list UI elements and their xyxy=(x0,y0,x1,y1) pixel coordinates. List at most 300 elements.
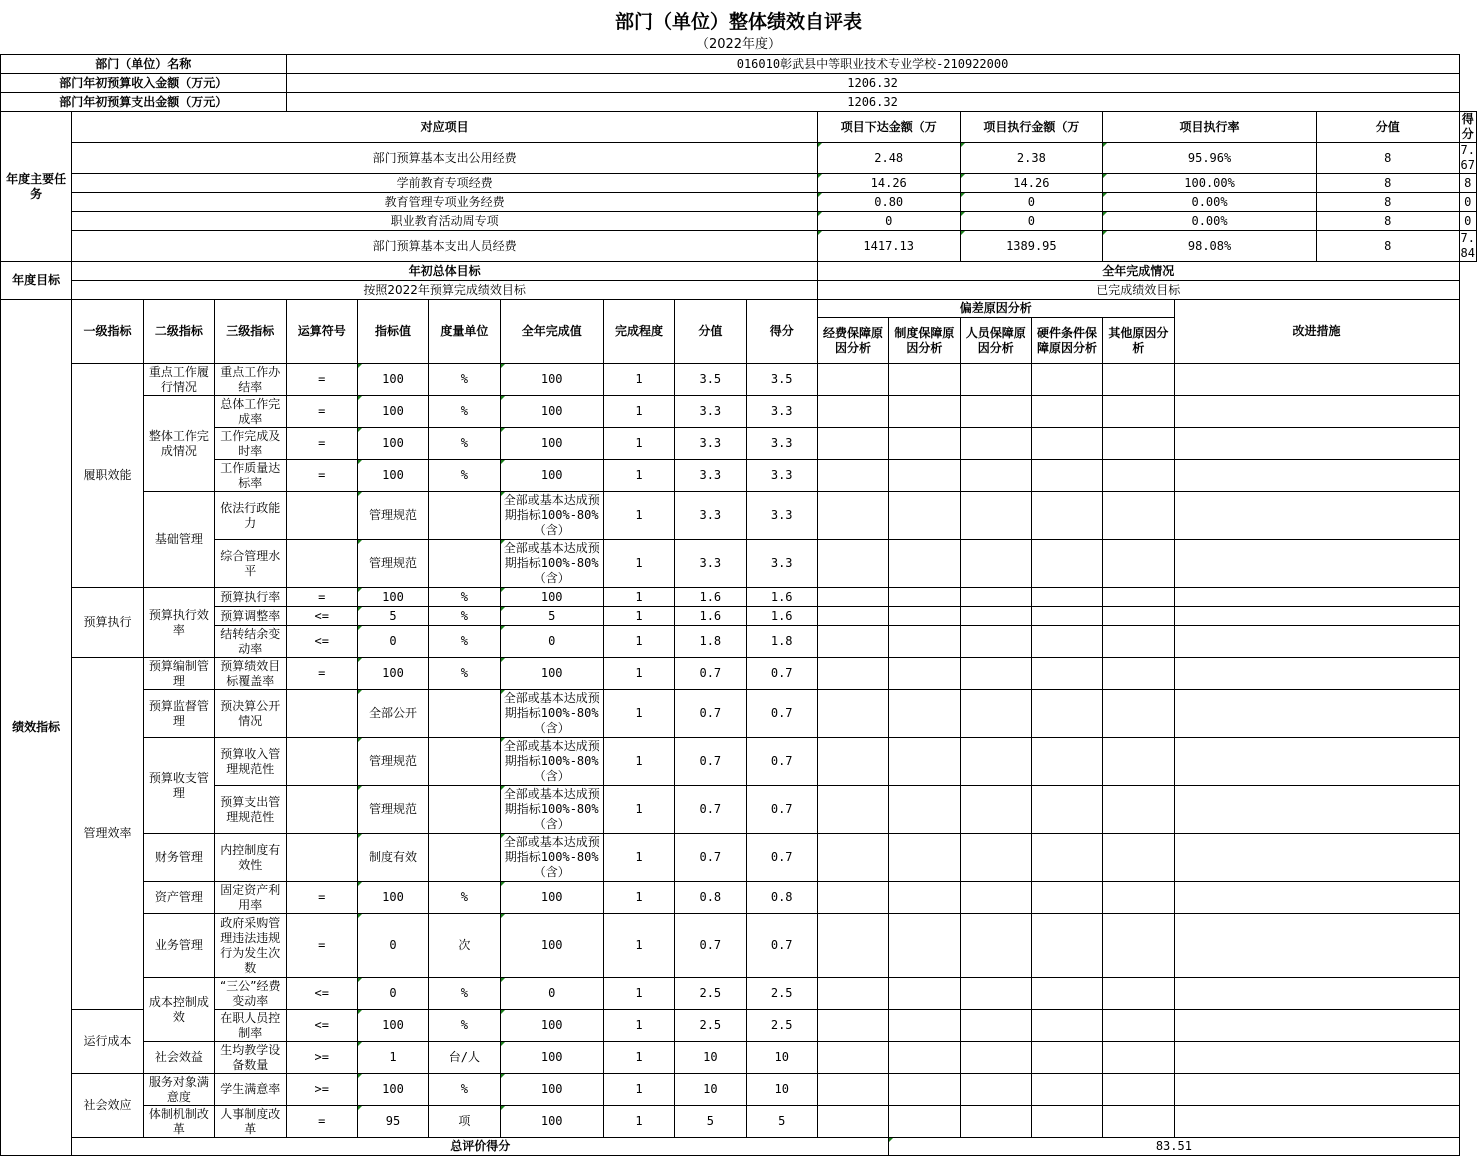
indicator-cell: 1 xyxy=(603,690,674,738)
tasks-cell: 学前教育专项经费 xyxy=(72,174,818,193)
deviation-cell xyxy=(1103,626,1174,658)
deviation-cell xyxy=(1031,492,1102,540)
indicator-cell: % xyxy=(429,364,500,396)
level1-indicator: 管理效率 xyxy=(72,658,143,1010)
level1-indicator: 履职效能 xyxy=(72,364,143,588)
indicator-header: 运算符号 xyxy=(286,300,357,364)
deviation-cell xyxy=(817,690,888,738)
goals-section-label: 年度目标 xyxy=(1,262,72,300)
total-score-label: 总评价得分 xyxy=(72,1138,889,1156)
tasks-section-label: 年度主要任务 xyxy=(1,112,72,262)
tasks-cell: 1389.95 xyxy=(960,231,1103,262)
level3-indicator: 固定资产利用率 xyxy=(214,882,286,914)
indicator-cell: 0.7 xyxy=(746,914,817,978)
indicator-cell: % xyxy=(429,658,500,690)
deviation-cell xyxy=(1103,738,1174,786)
deviation-cell xyxy=(960,786,1031,834)
indicator-cell: 1 xyxy=(603,460,674,492)
deviation-col-header: 硬件条件保障原因分析 xyxy=(1031,318,1102,364)
deviation-cell xyxy=(817,786,888,834)
tasks-cell: 8 xyxy=(1459,174,1476,193)
tasks-cell: 0.00% xyxy=(1103,193,1317,212)
level3-indicator: 学生满意率 xyxy=(214,1074,286,1106)
indicator-cell: 0.7 xyxy=(675,834,746,882)
indicator-cell: 管理规范 xyxy=(357,540,428,588)
indicator-cell: 管理规范 xyxy=(357,738,428,786)
indicator-cell: 0.7 xyxy=(746,658,817,690)
indicator-cell: 3.3 xyxy=(746,428,817,460)
deviation-cell xyxy=(889,396,960,428)
indicator-cell: 5 xyxy=(746,1106,817,1138)
tasks-header: 项目下达金额（万 xyxy=(817,112,960,143)
level2-indicator: 服务对象满意度 xyxy=(143,1074,214,1106)
initial-goal-value: 按照2022年预算完成绩效目标 xyxy=(72,281,818,300)
deviation-cell xyxy=(1103,1042,1174,1074)
deviation-cell xyxy=(817,978,888,1010)
deviation-cell xyxy=(1103,1074,1174,1106)
indicator-cell: 0.7 xyxy=(746,738,817,786)
improvement-cell xyxy=(1174,460,1459,492)
indicator-cell: 全部公开 xyxy=(357,690,428,738)
indicator-cell xyxy=(286,738,357,786)
indicator-header: 完成程度 xyxy=(603,300,674,364)
indicator-cell: 1 xyxy=(603,588,674,607)
completion-header: 全年完成情况 xyxy=(817,262,1459,281)
indicator-header: 度量单位 xyxy=(429,300,500,364)
indicator-cell: 1 xyxy=(603,1010,674,1042)
department-name-label: 部门（单位）名称 xyxy=(1,55,287,74)
indicator-cell: = xyxy=(286,658,357,690)
indicator-cell: 1 xyxy=(603,786,674,834)
completion-value: 已完成绩效目标 xyxy=(817,281,1459,300)
deviation-cell xyxy=(889,626,960,658)
indicator-cell: 100 xyxy=(357,460,428,492)
level1-indicator: 社会效应 xyxy=(72,1074,143,1138)
deviation-cell xyxy=(889,786,960,834)
indicator-cell: % xyxy=(429,428,500,460)
tasks-cell: 7.84 xyxy=(1460,231,1475,260)
level3-indicator: 预算绩效目标覆盖率 xyxy=(214,658,286,690)
indicator-header: 全年完成值 xyxy=(500,300,603,364)
deviation-cell xyxy=(817,364,888,396)
improvement-cell xyxy=(1174,607,1459,626)
level3-indicator: 重点工作办结率 xyxy=(214,364,286,396)
deviation-cell xyxy=(1031,540,1102,588)
deviation-cell xyxy=(1031,364,1102,396)
deviation-cell xyxy=(960,540,1031,588)
indicator-cell: 3.3 xyxy=(746,460,817,492)
tasks-cell: 0.80 xyxy=(817,193,960,212)
indicator-cell: 2.5 xyxy=(746,978,817,1010)
indicator-cell: 1 xyxy=(603,396,674,428)
indicator-cell: 0.7 xyxy=(675,738,746,786)
improvement-cell xyxy=(1174,786,1459,834)
tasks-cell: 0 xyxy=(1459,212,1476,231)
indicator-cell: 0.7 xyxy=(746,834,817,882)
deviation-cell xyxy=(817,658,888,690)
level3-indicator: 结转结余变动率 xyxy=(214,626,286,658)
deviation-cell xyxy=(960,738,1031,786)
improvement-cell xyxy=(1174,690,1459,738)
deviation-cell xyxy=(1031,1010,1102,1042)
indicator-cell: 全部或基本达成预期指标100%-80%（含） xyxy=(500,690,603,738)
deviation-cell xyxy=(960,460,1031,492)
deviation-cell xyxy=(1103,540,1174,588)
indicator-cell: 0.7 xyxy=(746,690,817,738)
deviation-cell xyxy=(1031,1074,1102,1106)
deviation-cell xyxy=(960,834,1031,882)
indicator-cell: 100 xyxy=(357,364,428,396)
level2-indicator: 预算执行效率 xyxy=(143,588,214,658)
deviation-cell xyxy=(889,428,960,460)
indicator-cell: = xyxy=(286,914,357,978)
indicator-cell: 100 xyxy=(500,914,603,978)
indicator-cell: 0.7 xyxy=(675,786,746,834)
deviation-cell xyxy=(1031,690,1102,738)
department-name-value: 016010彰武县中等职业技术专业学校-210922000 xyxy=(286,55,1459,74)
indicator-cell: 1 xyxy=(603,914,674,978)
indicator-cell: 0.7 xyxy=(675,658,746,690)
indicator-cell: 1 xyxy=(603,738,674,786)
deviation-cell xyxy=(817,738,888,786)
indicator-cell: <= xyxy=(286,978,357,1010)
deviation-cell xyxy=(817,1042,888,1074)
expense-label: 部门年初预算支出金额（万元） xyxy=(1,93,287,112)
deviation-cell xyxy=(817,914,888,978)
indicator-cell: <= xyxy=(286,607,357,626)
level2-indicator: 预算编制管理 xyxy=(143,658,214,690)
tasks-cell: 0 xyxy=(817,212,960,231)
indicator-cell xyxy=(429,540,500,588)
deviation-cell xyxy=(960,978,1031,1010)
tasks-cell: 95.96% xyxy=(1103,143,1317,174)
indicator-cell: 100 xyxy=(500,396,603,428)
level3-indicator: 在职人员控制率 xyxy=(214,1010,286,1042)
indicator-cell: 次 xyxy=(429,914,500,978)
tasks-cell: 98.08% xyxy=(1103,231,1317,262)
indicator-cell: 1.6 xyxy=(746,588,817,607)
indicator-cell: 0.8 xyxy=(746,882,817,914)
indicator-cell: 1.6 xyxy=(675,607,746,626)
indicator-cell: 10 xyxy=(675,1074,746,1106)
tasks-cell: 14.26 xyxy=(817,174,960,193)
indicator-cell: 0.7 xyxy=(675,690,746,738)
indicator-cell: 1 xyxy=(603,1074,674,1106)
tasks-header: 得分 xyxy=(1459,112,1476,143)
tasks-cell: 0 xyxy=(960,212,1103,231)
deviation-cell xyxy=(1031,978,1102,1010)
indicator-cell xyxy=(286,786,357,834)
deviation-cell xyxy=(817,428,888,460)
improvement-cell xyxy=(1174,626,1459,658)
indicator-cell: = xyxy=(286,1106,357,1138)
indicator-cell: 0 xyxy=(357,914,428,978)
tasks-cell: 8 xyxy=(1316,212,1459,231)
indicator-cell: % xyxy=(429,1010,500,1042)
tasks-header: 项目执行率 xyxy=(1103,112,1317,143)
income-label: 部门年初预算收入金额（万元） xyxy=(1,74,287,93)
deviation-cell xyxy=(1031,914,1102,978)
indicator-cell: = xyxy=(286,396,357,428)
level3-indicator: 预算执行率 xyxy=(214,588,286,607)
level2-indicator: 预算监督管理 xyxy=(143,690,214,738)
deviation-cell xyxy=(889,978,960,1010)
deviation-cell xyxy=(960,626,1031,658)
deviation-cell xyxy=(889,882,960,914)
deviation-cell xyxy=(1103,364,1174,396)
deviation-cell xyxy=(889,588,960,607)
deviation-header: 偏差原因分析 xyxy=(817,300,1174,318)
indicator-cell: 100 xyxy=(500,882,603,914)
level2-indicator: 业务管理 xyxy=(143,914,214,978)
deviation-cell xyxy=(1031,607,1102,626)
level3-indicator: 政府采购管理违法违规行为发生次数 xyxy=(214,914,286,978)
indicator-cell: 0.8 xyxy=(675,882,746,914)
indicator-cell: 2.5 xyxy=(675,978,746,1010)
deviation-cell xyxy=(1031,460,1102,492)
level2-indicator: 重点工作履行情况 xyxy=(143,364,214,396)
indicator-cell: 3.3 xyxy=(746,492,817,540)
deviation-cell xyxy=(960,1106,1031,1138)
indicator-cell: % xyxy=(429,978,500,1010)
tasks-cell: 100.00% xyxy=(1103,174,1317,193)
indicator-cell: 100 xyxy=(357,396,428,428)
indicator-cell: 1 xyxy=(603,882,674,914)
tasks-cell: 职业教育活动周专项 xyxy=(72,212,818,231)
improvement-cell xyxy=(1174,492,1459,540)
expense-value: 1206.32 xyxy=(286,93,1459,112)
deviation-cell xyxy=(1103,690,1174,738)
improvement-cell xyxy=(1174,1074,1459,1106)
deviation-col-header: 经费保障原因分析 xyxy=(817,318,888,364)
deviation-cell xyxy=(889,658,960,690)
indicator-cell: 100 xyxy=(500,1010,603,1042)
indicator-header: 二级指标 xyxy=(143,300,214,364)
deviation-col-header: 人员保障原因分析 xyxy=(960,318,1031,364)
deviation-cell xyxy=(817,834,888,882)
deviation-cell xyxy=(960,914,1031,978)
indicator-header: 一级指标 xyxy=(72,300,143,364)
indicator-cell: 0 xyxy=(357,626,428,658)
indicator-cell: 1 xyxy=(603,364,674,396)
deviation-col-header: 其他原因分析 xyxy=(1103,318,1174,364)
deviation-cell xyxy=(1103,428,1174,460)
indicator-cell: 100 xyxy=(500,428,603,460)
form-subtitle: （2022年度） xyxy=(695,37,782,52)
deviation-cell xyxy=(889,834,960,882)
deviation-cell xyxy=(817,588,888,607)
indicator-cell: 3.3 xyxy=(675,460,746,492)
indicator-cell: 10 xyxy=(675,1042,746,1074)
deviation-cell xyxy=(960,1042,1031,1074)
deviation-cell xyxy=(817,1074,888,1106)
deviation-cell xyxy=(889,460,960,492)
tasks-header: 项目执行金额（万 xyxy=(960,112,1103,143)
indicator-cell: 3.3 xyxy=(746,396,817,428)
deviation-cell xyxy=(1103,396,1174,428)
tasks-cell: 2.38 xyxy=(960,143,1103,174)
deviation-cell xyxy=(960,492,1031,540)
indicator-cell: 3.3 xyxy=(675,492,746,540)
deviation-cell xyxy=(889,1106,960,1138)
deviation-cell xyxy=(889,540,960,588)
deviation-cell xyxy=(1103,978,1174,1010)
tasks-cell: 2.48 xyxy=(817,143,960,174)
indicator-cell: 1 xyxy=(603,978,674,1010)
indicator-cell: 1.6 xyxy=(746,607,817,626)
deviation-cell xyxy=(889,492,960,540)
improvement-cell xyxy=(1174,738,1459,786)
deviation-cell xyxy=(1103,1010,1174,1042)
level3-indicator: 生均教学设备数量 xyxy=(214,1042,286,1074)
deviation-cell xyxy=(960,428,1031,460)
indicator-cell: 100 xyxy=(357,428,428,460)
level2-indicator: 基础管理 xyxy=(143,492,214,588)
tasks-cell: 0 xyxy=(960,193,1103,212)
indicator-cell: <= xyxy=(286,626,357,658)
level1-indicator: 运行成本 xyxy=(72,1010,143,1074)
deviation-cell xyxy=(817,882,888,914)
form-title: 部门（单位）整体绩效自评表 xyxy=(614,11,862,33)
improvement-cell xyxy=(1174,540,1459,588)
deviation-cell xyxy=(889,690,960,738)
tasks-cell: 8 xyxy=(1316,231,1459,262)
indicator-cell: % xyxy=(429,588,500,607)
indicator-header: 指标值 xyxy=(357,300,428,364)
indicator-cell: 全部或基本达成预期指标100%-80%（含） xyxy=(500,738,603,786)
deviation-cell xyxy=(817,492,888,540)
deviation-cell xyxy=(1103,914,1174,978)
indicator-cell: 1 xyxy=(603,626,674,658)
deviation-cell xyxy=(1031,882,1102,914)
tasks-cell: 8 xyxy=(1316,193,1459,212)
deviation-cell xyxy=(1031,834,1102,882)
level2-indicator: 成本控制成效 xyxy=(143,978,214,1042)
deviation-cell xyxy=(817,607,888,626)
deviation-cell xyxy=(960,364,1031,396)
tasks-cell: 7.67 xyxy=(1460,143,1475,172)
deviation-cell xyxy=(1031,588,1102,607)
deviation-cell xyxy=(960,882,1031,914)
level3-indicator: 预算调整率 xyxy=(214,607,286,626)
indicator-cell: 制度有效 xyxy=(357,834,428,882)
indicator-cell: 100 xyxy=(500,1106,603,1138)
indicator-cell: % xyxy=(429,607,500,626)
level3-indicator: 人事制度改革 xyxy=(214,1106,286,1138)
indicator-cell: 0 xyxy=(500,978,603,1010)
improvement-cell xyxy=(1174,882,1459,914)
deviation-cell xyxy=(889,607,960,626)
indicator-cell: 1 xyxy=(603,540,674,588)
indicator-cell: 1.8 xyxy=(746,626,817,658)
indicator-cell: 100 xyxy=(357,1010,428,1042)
deviation-cell xyxy=(817,460,888,492)
indicator-cell: = xyxy=(286,364,357,396)
indicator-cell: 1 xyxy=(603,1042,674,1074)
indicator-cell xyxy=(286,540,357,588)
indicator-cell: 0 xyxy=(500,626,603,658)
level2-indicator: 财务管理 xyxy=(143,834,214,882)
deviation-cell xyxy=(817,1106,888,1138)
improvement-cell xyxy=(1174,588,1459,607)
improvement-cell xyxy=(1174,428,1459,460)
indicator-cell: 台/人 xyxy=(429,1042,500,1074)
deviation-cell xyxy=(1103,588,1174,607)
improvement-cell xyxy=(1174,914,1459,978)
indicator-cell: 全部或基本达成预期指标100%-80%（含） xyxy=(500,540,603,588)
indicator-header: 分值 xyxy=(675,300,746,364)
level3-indicator: 预决算公开情况 xyxy=(214,690,286,738)
deviation-cell xyxy=(1031,1106,1102,1138)
tasks-header: 对应项目 xyxy=(72,112,818,143)
indicator-cell: 5 xyxy=(500,607,603,626)
indicator-cell: <= xyxy=(286,1010,357,1042)
indicator-cell: 1 xyxy=(603,428,674,460)
indicator-cell: 5 xyxy=(675,1106,746,1138)
deviation-cell xyxy=(1103,460,1174,492)
indicator-cell xyxy=(286,834,357,882)
deviation-cell xyxy=(1103,834,1174,882)
deviation-cell xyxy=(960,690,1031,738)
indicator-cell: 3.3 xyxy=(675,428,746,460)
indicator-cell: 0.7 xyxy=(746,786,817,834)
deviation-cell xyxy=(1103,492,1174,540)
level3-indicator: 预算收入管理规范性 xyxy=(214,738,286,786)
deviation-cell xyxy=(817,1010,888,1042)
tasks-cell: 0 xyxy=(1459,193,1476,212)
deviation-cell xyxy=(960,1010,1031,1042)
deviation-cell xyxy=(960,607,1031,626)
indicator-cell: 100 xyxy=(500,460,603,492)
improvement-cell xyxy=(1174,1010,1459,1042)
improvement-cell xyxy=(1174,834,1459,882)
indicator-cell: 3.5 xyxy=(675,364,746,396)
deviation-cell xyxy=(1031,738,1102,786)
indicator-cell: 全部或基本达成预期指标100%-80%（含） xyxy=(500,492,603,540)
tasks-cell: 8 xyxy=(1316,174,1459,193)
indicator-cell: 1 xyxy=(603,1106,674,1138)
deviation-cell xyxy=(960,396,1031,428)
indicator-cell: 3.3 xyxy=(675,396,746,428)
tasks-cell: 教育管理专项业务经费 xyxy=(72,193,818,212)
indicators-section-label: 绩效指标 xyxy=(1,300,72,1156)
improvement-cell xyxy=(1174,978,1459,1010)
indicator-cell: 1 xyxy=(603,834,674,882)
indicator-cell: 100 xyxy=(357,588,428,607)
deviation-cell xyxy=(817,540,888,588)
total-score-value: 83.51 xyxy=(889,1138,1459,1156)
deviation-cell xyxy=(1031,786,1102,834)
indicator-cell: 全部或基本达成预期指标100%-80%（含） xyxy=(500,834,603,882)
deviation-cell xyxy=(889,914,960,978)
indicator-cell: 1 xyxy=(357,1042,428,1074)
tasks-cell: 1417.13 xyxy=(817,231,960,262)
indicator-cell: % xyxy=(429,626,500,658)
indicator-cell: >= xyxy=(286,1042,357,1074)
deviation-cell xyxy=(889,1010,960,1042)
indicator-cell: 100 xyxy=(500,1074,603,1106)
deviation-cell xyxy=(889,1074,960,1106)
level3-indicator: 综合管理水平 xyxy=(214,540,286,588)
indicator-cell: 2.5 xyxy=(675,1010,746,1042)
indicator-cell: = xyxy=(286,882,357,914)
improvement-cell xyxy=(1174,1106,1459,1138)
indicator-cell: = xyxy=(286,588,357,607)
indicator-cell: 100 xyxy=(357,1074,428,1106)
deviation-cell xyxy=(1103,607,1174,626)
deviation-cell xyxy=(889,1042,960,1074)
deviation-cell xyxy=(1031,658,1102,690)
